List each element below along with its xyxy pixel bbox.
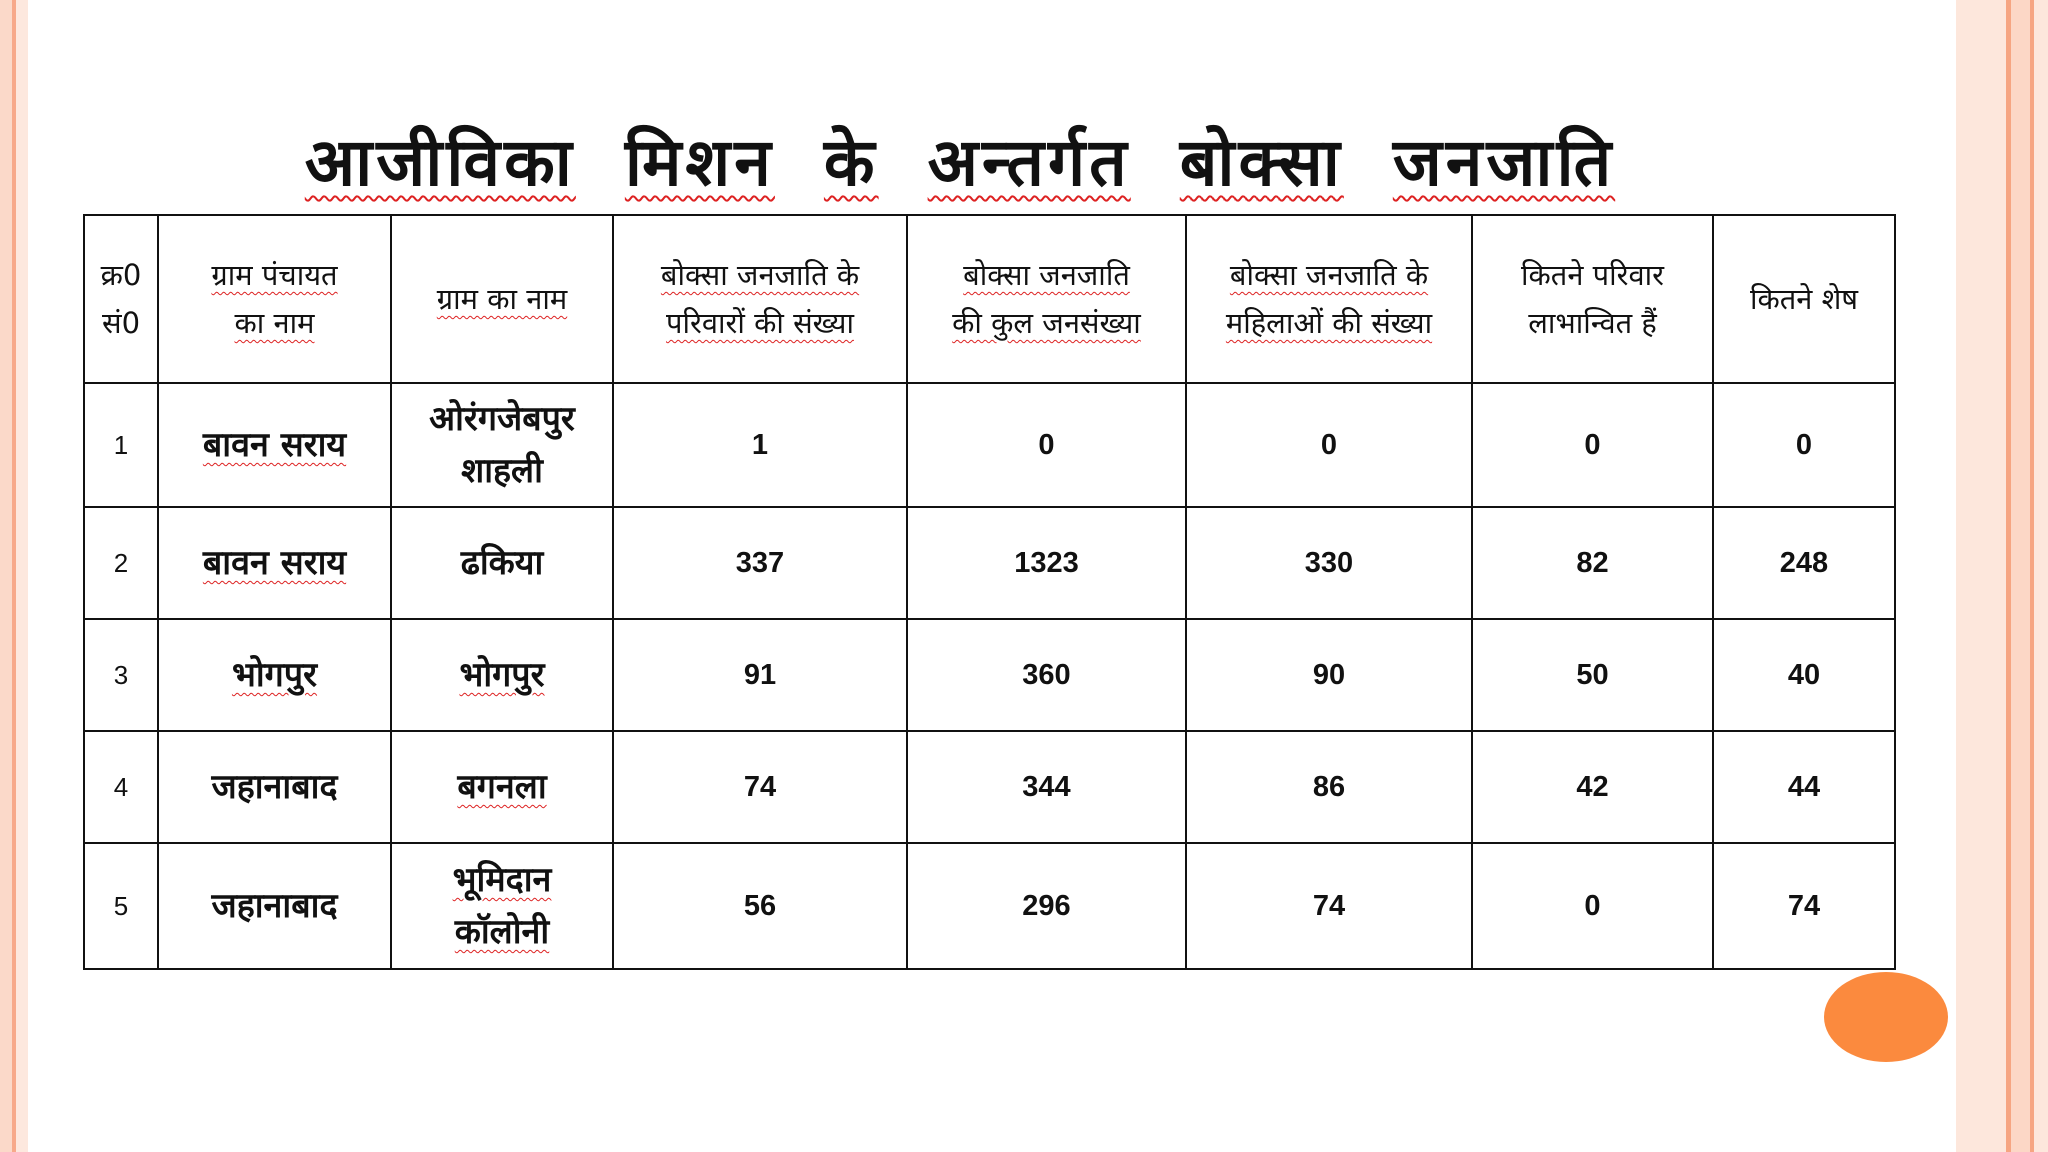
table-row — [84, 507, 1895, 619]
title-word: के — [823, 123, 879, 201]
cell-benefited: 50 — [1472, 619, 1713, 731]
cell-population: 1323 — [907, 507, 1186, 619]
header-family-count: बोक्सा जनजाति के परिवारों की संख्या — [613, 215, 907, 383]
right-border-decoration — [1956, 0, 2048, 1152]
cell-population: 0 — [907, 383, 1186, 507]
cell-population: 296 — [907, 843, 1186, 969]
boksa-data-table — [83, 214, 1896, 970]
slide-title — [200, 115, 1720, 205]
title-word: अन्तर्गत — [927, 123, 1131, 201]
cell-women: 90 — [1186, 619, 1472, 731]
title-word: मिशन — [624, 123, 775, 201]
header-total-population: बोक्सा जनजाति की कुल जनसंख्या — [907, 215, 1186, 383]
cell-benefited: 42 — [1472, 731, 1713, 843]
cell-village: भोगपुर — [391, 619, 613, 731]
cell-serial-no: 3 — [84, 619, 158, 731]
cell-population: 360 — [907, 619, 1186, 731]
cell-women: 0 — [1186, 383, 1472, 507]
cell-women: 86 — [1186, 731, 1472, 843]
header-remaining: कितने शेष — [1713, 215, 1895, 383]
cell-families: 91 — [613, 619, 907, 731]
cell-benefited: 0 — [1472, 383, 1713, 507]
table-row — [84, 731, 1895, 843]
cell-panchayat: भोगपुर — [158, 619, 391, 731]
cell-benefited: 0 — [1472, 843, 1713, 969]
orange-circle-decoration — [1824, 972, 1948, 1062]
cell-panchayat: जहानाबाद — [158, 731, 391, 843]
cell-population: 344 — [907, 731, 1186, 843]
title-word: बोक्सा — [1179, 123, 1344, 201]
cell-families: 74 — [613, 731, 907, 843]
header-gram-panchayat: ग्राम पंचायत का नाम — [158, 215, 391, 383]
cell-village: बगनला — [391, 731, 613, 843]
table-row — [84, 619, 1895, 731]
table-row — [84, 843, 1895, 969]
cell-village: ओरंगजेबपुर शाहली — [391, 383, 613, 507]
header-serial-no: क्र0 सं0 — [84, 215, 158, 383]
cell-serial-no: 2 — [84, 507, 158, 619]
cell-women: 74 — [1186, 843, 1472, 969]
cell-serial-no: 5 — [84, 843, 158, 969]
title-word: आजीविका — [304, 123, 576, 201]
cell-village: ढकिया — [391, 507, 613, 619]
cell-remaining: 40 — [1713, 619, 1895, 731]
cell-families: 56 — [613, 843, 907, 969]
title-word: जनजाति — [1392, 123, 1616, 201]
table-header-row — [84, 215, 1895, 383]
header-women-count: बोक्सा जनजाति के महिलाओं की संख्या — [1186, 215, 1472, 383]
header-village-name: ग्राम का नाम — [391, 215, 613, 383]
cell-village: भूमिदान कॉलोनी — [391, 843, 613, 969]
cell-families: 337 — [613, 507, 907, 619]
cell-serial-no: 4 — [84, 731, 158, 843]
cell-serial-no: 1 — [84, 383, 158, 507]
cell-panchayat: जहानाबाद — [158, 843, 391, 969]
cell-remaining: 248 — [1713, 507, 1895, 619]
cell-remaining: 74 — [1713, 843, 1895, 969]
header-families-benefited: कितने परिवार लाभान्वित हैं — [1472, 215, 1713, 383]
cell-remaining: 0 — [1713, 383, 1895, 507]
cell-families: 1 — [613, 383, 907, 507]
cell-benefited: 82 — [1472, 507, 1713, 619]
left-border-decoration — [0, 0, 28, 1152]
cell-panchayat: बावन सराय — [158, 383, 391, 507]
cell-women: 330 — [1186, 507, 1472, 619]
cell-panchayat: बावन सराय — [158, 507, 391, 619]
cell-remaining: 44 — [1713, 731, 1895, 843]
table-row — [84, 383, 1895, 507]
